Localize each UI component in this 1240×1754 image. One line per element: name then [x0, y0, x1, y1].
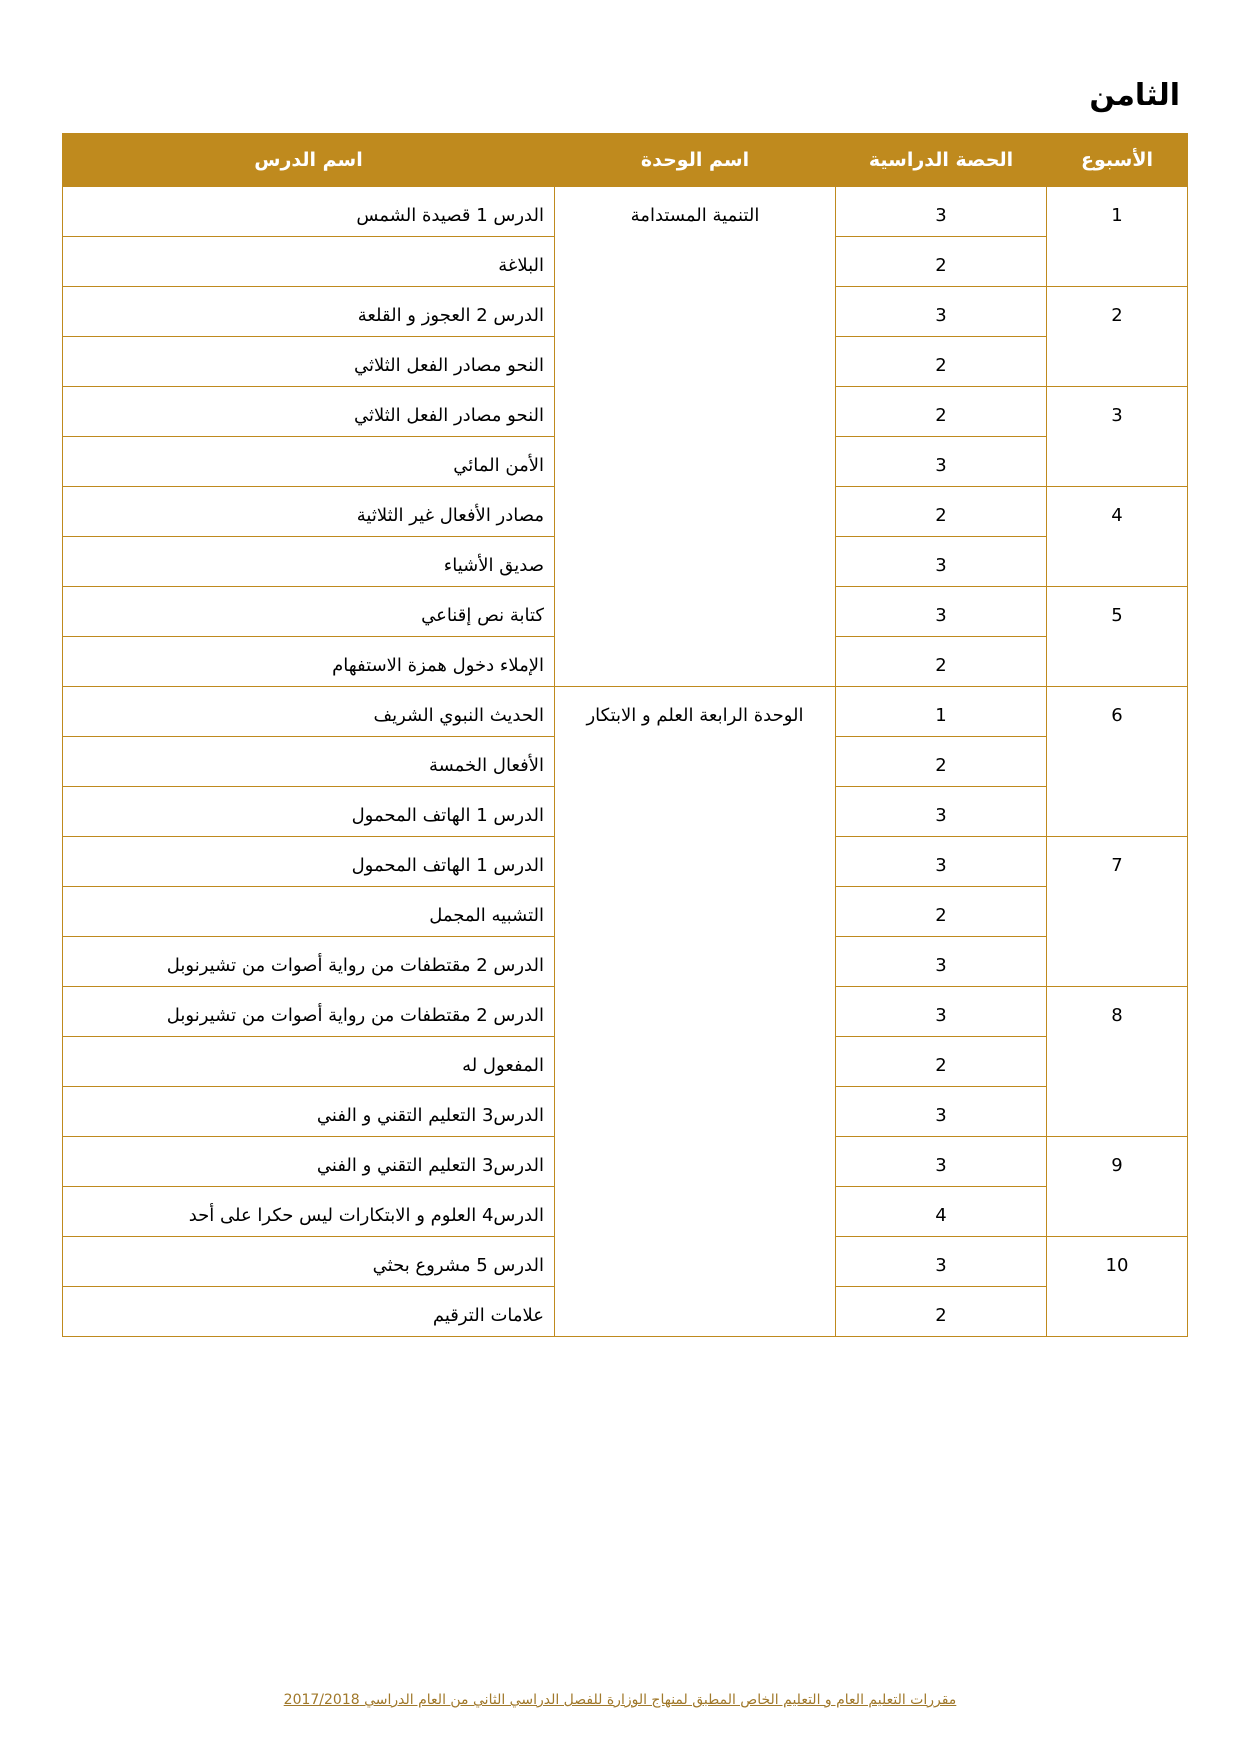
week-cell-text: 10 [1105, 1255, 1129, 1276]
lesson-cell-text: المفعول له [462, 1055, 544, 1076]
periods-cell-text: 3 [935, 855, 947, 876]
periods-cell-text: 4 [935, 1205, 947, 1226]
week-cell-text: 2 [1111, 305, 1123, 326]
lesson-cell-text: الدرس3 التعليم التقني و الفني [316, 1155, 544, 1176]
lesson-cell-text: الأفعال الخمسة [428, 755, 544, 776]
week-cell-text: 8 [1111, 1005, 1123, 1026]
lesson-cell-text: النحو مصادر الفعل الثلاثي [353, 405, 544, 426]
lesson-cell [63, 787, 555, 837]
table-header-row [63, 134, 1188, 187]
lesson-cell [63, 1137, 555, 1187]
header-periods: الحصة الدراسية [836, 134, 1047, 187]
week-cell-text: 1 [1111, 205, 1123, 226]
periods-cell-text: 3 [935, 1105, 947, 1126]
week-cell-text: 7 [1111, 855, 1123, 876]
periods-cell-text: 3 [935, 455, 947, 476]
periods-cell [836, 1187, 1047, 1237]
lesson-cell-text: الدرس 5 مشروع بحثي [372, 1255, 544, 1276]
table-row [63, 687, 1188, 737]
periods-cell-text: 2 [935, 405, 947, 426]
periods-cell-text: 2 [935, 1055, 947, 1076]
periods-cell [836, 337, 1047, 387]
lesson-cell-text: كتابة نص إقناعي [421, 605, 544, 626]
lesson-cell-text: الأمن المائي [453, 455, 544, 476]
periods-cell [836, 737, 1047, 787]
week-cell [1047, 187, 1188, 287]
periods-cell [836, 637, 1047, 687]
footer-note: مقررات التعليم العام و التعليم الخاص المطبق لمنهاج الوزارة للفصل الدراسي الثاني من العام الدراسي 2017/2018 [283, 1692, 957, 1708]
periods-cell-text: 3 [935, 1255, 947, 1276]
week-cell-text: 3 [1111, 405, 1123, 426]
periods-cell [836, 237, 1047, 287]
periods-cell-text: 1 [935, 705, 947, 726]
periods-cell-text: 3 [935, 1005, 947, 1026]
periods-cell-text: 3 [935, 205, 947, 226]
header-week: الأسبوع [1047, 134, 1188, 187]
periods-cell-text: 3 [935, 305, 947, 326]
periods-cell [836, 1287, 1047, 1337]
lesson-cell [63, 487, 555, 537]
lesson-cell [63, 337, 555, 387]
periods-cell [836, 387, 1047, 437]
week-cell [1047, 687, 1188, 837]
week-cell [1047, 287, 1188, 387]
unit-cell-text: الوحدة الرابعة العلم و الابتكار [586, 705, 804, 726]
lesson-cell [63, 187, 555, 237]
periods-cell-text: 2 [935, 505, 947, 526]
lesson-cell-text: الدرس4 العلوم و الابتكارات ليس حكرا على أحد [188, 1205, 544, 1226]
periods-cell [836, 1237, 1047, 1287]
lesson-cell-text: الدرس 1 الهاتف المحمول [351, 805, 544, 826]
periods-cell-text: 2 [935, 355, 947, 376]
unit-cell-text: التنمية المستدامة [630, 205, 760, 226]
week-cell [1047, 387, 1188, 487]
lesson-cell [63, 437, 555, 487]
periods-cell [836, 287, 1047, 337]
periods-cell [836, 887, 1047, 937]
lesson-cell [63, 237, 555, 287]
lesson-plan-table [62, 133, 1188, 1337]
lesson-cell-text: مصادر الأفعال غير الثلاثية [356, 505, 544, 526]
lesson-cell [63, 287, 555, 337]
periods-cell [836, 587, 1047, 637]
periods-cell-text: 3 [935, 605, 947, 626]
page-title: الثامن [1089, 78, 1180, 113]
lesson-cell-text: الدرس 2 مقتطفات من رواية أصوات من تشيرنوبل [166, 955, 544, 976]
lesson-cell-text: الدرس 2 العجوز و القلعة [357, 305, 544, 326]
periods-cell [836, 1037, 1047, 1087]
periods-cell-text: 2 [935, 1305, 947, 1326]
periods-cell [836, 1087, 1047, 1137]
lesson-cell [63, 537, 555, 587]
week-cell-text: 6 [1111, 705, 1123, 726]
periods-cell-text: 2 [935, 755, 947, 776]
week-cell [1047, 587, 1188, 687]
periods-cell-text: 2 [935, 255, 947, 276]
header-unit: اسم الوحدة [555, 134, 836, 187]
periods-cell [836, 1137, 1047, 1187]
lesson-cell [63, 387, 555, 437]
lesson-cell [63, 987, 555, 1037]
periods-cell [836, 837, 1047, 887]
unit-cell [555, 187, 836, 687]
lesson-cell-text: الحديث النبوي الشريف [373, 705, 544, 726]
week-cell [1047, 487, 1188, 587]
lesson-cell-text: صديق الأشياء [443, 555, 544, 576]
lesson-cell-text: الدرس3 التعليم التقني و الفني [316, 1105, 544, 1126]
lesson-cell-text: البلاغة [498, 255, 544, 276]
periods-cell [836, 987, 1047, 1037]
unit-cell [555, 687, 836, 1337]
week-cell [1047, 1137, 1188, 1237]
lesson-cell-text: الدرس 1 قصيدة الشمس [356, 205, 544, 226]
lesson-cell-text: الدرس 2 مقتطفات من رواية أصوات من تشيرنوبل [166, 1005, 544, 1026]
lesson-cell [63, 687, 555, 737]
week-cell-text: 9 [1111, 1155, 1123, 1176]
periods-cell [836, 687, 1047, 737]
lesson-cell-text: علامات الترقيم [432, 1305, 544, 1326]
periods-cell-text: 3 [935, 555, 947, 576]
lesson-cell-text: الإملاء دخول همزة الاستفهام [332, 655, 544, 676]
lesson-cell [63, 837, 555, 887]
periods-cell [836, 787, 1047, 837]
lesson-cell [63, 937, 555, 987]
lesson-cell [63, 1287, 555, 1337]
week-cell-text: 4 [1111, 505, 1123, 526]
lesson-cell [63, 1037, 555, 1087]
lesson-cell-text: النحو مصادر الفعل الثلاثي [353, 355, 544, 376]
lesson-cell [63, 637, 555, 687]
lesson-cell [63, 1087, 555, 1137]
periods-cell-text: 2 [935, 655, 947, 676]
periods-cell [836, 187, 1047, 237]
table-row [63, 187, 1188, 237]
lesson-cell [63, 887, 555, 937]
periods-cell-text: 3 [935, 805, 947, 826]
week-cell [1047, 987, 1188, 1137]
week-cell [1047, 1237, 1188, 1337]
periods-cell [836, 437, 1047, 487]
lesson-cell [63, 737, 555, 787]
periods-cell-text: 3 [935, 1155, 947, 1176]
periods-cell [836, 937, 1047, 987]
periods-cell [836, 537, 1047, 587]
lesson-cell [63, 587, 555, 637]
lesson-cell [63, 1237, 555, 1287]
lesson-cell-text: الدرس 1 الهاتف المحمول [351, 855, 544, 876]
periods-cell-text: 2 [935, 905, 947, 926]
header-lesson: اسم الدرس [63, 134, 555, 187]
periods-cell [836, 487, 1047, 537]
week-cell-text: 5 [1111, 605, 1123, 626]
periods-cell-text: 3 [935, 955, 947, 976]
lesson-cell [63, 1187, 555, 1237]
week-cell [1047, 837, 1188, 987]
lesson-cell-text: التشبيه المجمل [429, 905, 544, 926]
